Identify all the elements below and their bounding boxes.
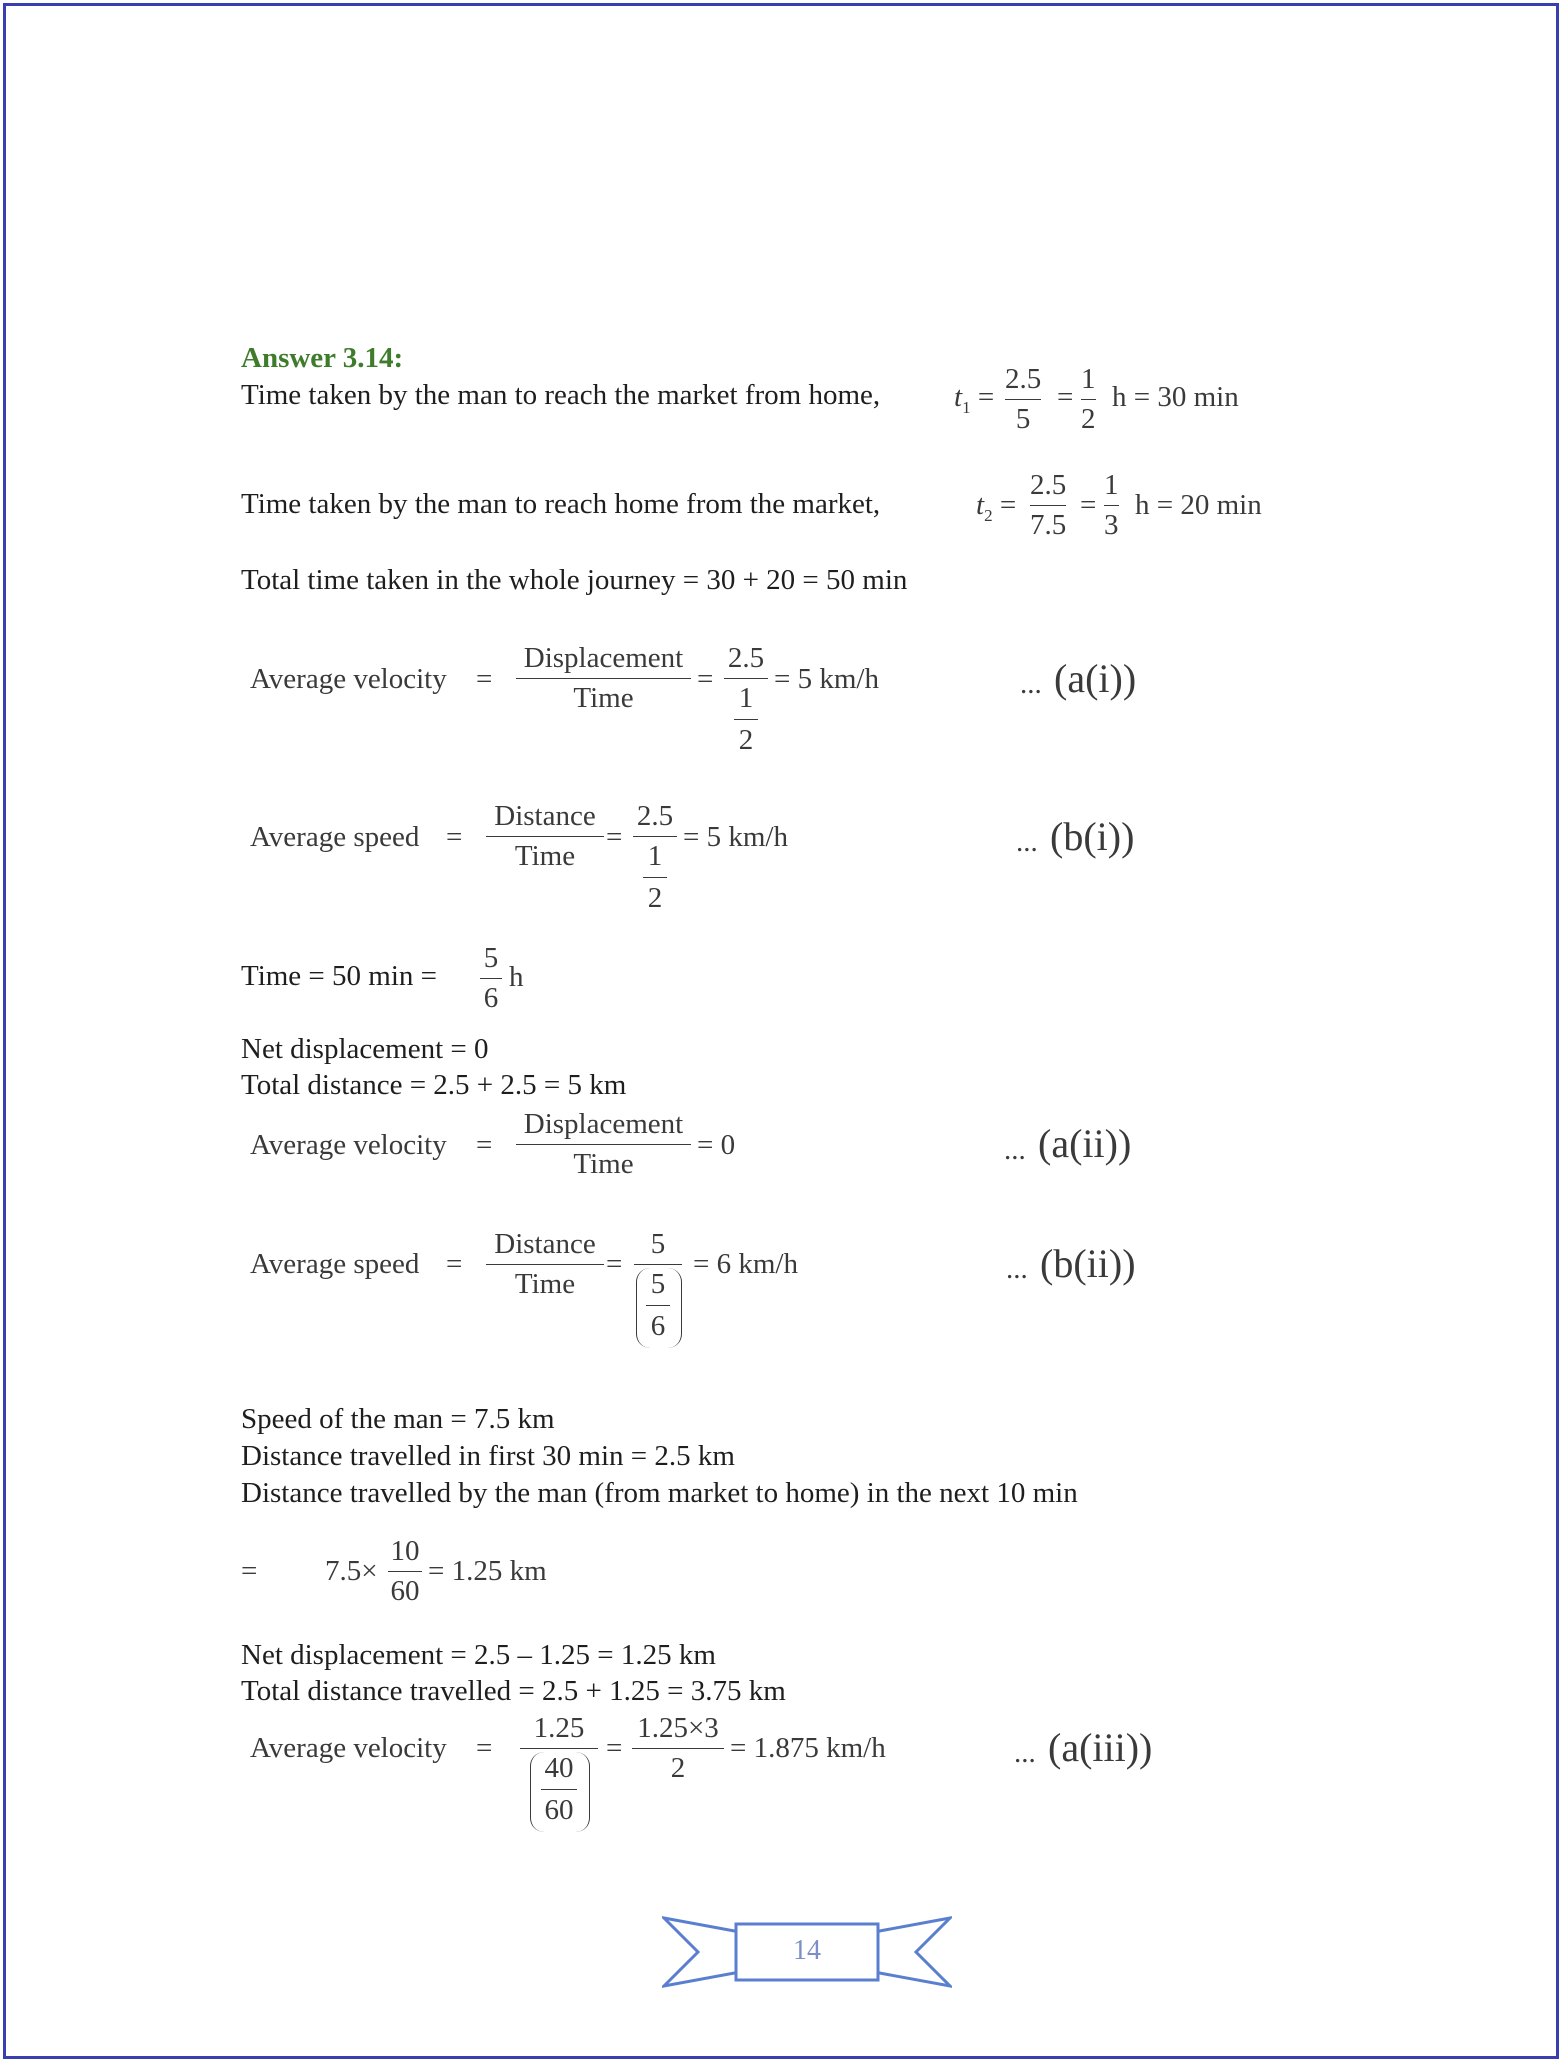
equals-sign: = — [476, 1129, 493, 1161]
eq-aiii-tag: (a(iii)) — [1048, 1725, 1153, 1770]
line1-text: Time taken by the man to reach the market from home, — [241, 379, 881, 411]
eq-bii-frac-1: Distance Time — [486, 1230, 604, 1299]
avg-speed-label: Average speed — [250, 1248, 420, 1280]
eq-bii-result: = 6 km/h — [693, 1248, 798, 1280]
eq-ai-tag: (a(i)) — [1054, 656, 1137, 701]
calc-lead: = — [241, 1555, 258, 1587]
eq-bi-result: = 5 km/h — [683, 821, 788, 853]
equals-sign: = — [606, 1732, 623, 1764]
equals-sign: = — [1080, 489, 1097, 521]
equals-sign: = — [1057, 381, 1074, 413]
eq-ai-dots: ... — [1020, 668, 1042, 700]
page-number-ribbon — [662, 1912, 952, 1992]
distance-first: Distance travelled in first 30 min = 2.5 km — [241, 1440, 735, 1472]
eq-bii-frac-2: 5 5 6 — [634, 1230, 682, 1341]
avg-velocity-label: Average velocity — [250, 1129, 447, 1161]
net-displacement-1: Net displacement = 0 — [241, 1033, 489, 1065]
line1-frac-2: 1 2 — [1081, 363, 1096, 435]
eq-bi-dots: ... — [1016, 826, 1038, 858]
eq-aii-dots: ... — [1004, 1134, 1026, 1166]
line2-frac-2: 1 3 — [1104, 469, 1119, 541]
answer-heading: Answer 3.14: — [241, 342, 404, 374]
equals-sign: = — [476, 1732, 493, 1764]
eq-ai-frac-1: Displacement Time — [516, 644, 691, 713]
total-distance-1: Total distance = 2.5 + 2.5 = 5 km — [241, 1069, 627, 1101]
eq-aiii-dots: ... — [1014, 1737, 1036, 1769]
avg-speed-label: Average speed — [250, 821, 420, 853]
net-displacement-2: Net displacement = 2.5 – 1.25 = 1.25 km — [241, 1639, 716, 1671]
page-number: 14 — [793, 1935, 821, 1966]
equals-sign: = — [446, 1248, 463, 1280]
calc-pre: 7.5× — [325, 1555, 378, 1587]
time-line-unit: h — [509, 961, 524, 993]
eq-ai-frac-2: 2.5 1 2 — [724, 644, 768, 755]
avg-velocity-label: Average velocity — [250, 663, 447, 695]
distance-next: Distance travelled by the man (from market to home) in the next 10 min — [241, 1477, 1078, 1509]
eq-bii-tag: (b(ii)) — [1040, 1241, 1136, 1286]
eq-bii-paren — [636, 1268, 682, 1348]
total-distance-2: Total distance travelled = 2.5 + 1.25 = 3.75 km — [241, 1675, 786, 1707]
eq-bi-frac-1: Distance Time — [486, 802, 604, 871]
time-line-frac: 5 6 — [480, 944, 502, 1013]
eq-aii-result: = 0 — [697, 1129, 736, 1161]
equals-sign: = — [697, 663, 714, 695]
eq-bi-tag: (b(i)) — [1050, 814, 1135, 859]
eq-bii-dots: ... — [1006, 1253, 1028, 1285]
equals-sign: = — [446, 821, 463, 853]
line3-text: Total time taken in the whole journey = 30 + 20 = 50 min — [241, 564, 908, 596]
eq-aiii-frac-2: 1.25×3 2 — [632, 1714, 724, 1783]
eq-aiii-paren — [530, 1752, 590, 1832]
equals-sign: = — [606, 1248, 623, 1280]
eq-bi-frac-2: 2.5 1 2 — [633, 802, 677, 913]
speed-line: Speed of the man = 7.5 km — [241, 1403, 555, 1435]
line1-frac-1: 2.5 5 — [1005, 363, 1042, 435]
line1-rest: h = 30 min — [1112, 381, 1239, 413]
equals-sign: = — [606, 821, 623, 853]
line2-rest: h = 20 min — [1135, 489, 1262, 521]
line2-frac-1: 2.5 7.5 — [1030, 469, 1067, 541]
equals-sign: = — [476, 663, 493, 695]
eq-ai-result: = 5 km/h — [774, 663, 879, 695]
time-line-text: Time = 50 min = — [241, 960, 438, 992]
eq-aii-tag: (a(ii)) — [1038, 1121, 1132, 1166]
avg-velocity-label: Average velocity — [250, 1732, 447, 1764]
eq-aiii-result: = 1.875 km/h — [730, 1732, 886, 1764]
eq-aiii-frac-1: 1.25 40 60 — [520, 1714, 598, 1825]
line1-var: $t_1$ = — [954, 381, 995, 417]
calc-result: = 1.25 km — [428, 1555, 547, 1587]
line2-var: $t_2$ = — [976, 489, 1017, 525]
line2-text: Time taken by the man to reach home from the market, — [241, 488, 881, 520]
eq-aii-frac: Displacement Time — [516, 1110, 691, 1179]
calc-frac: 10 60 — [388, 1537, 422, 1606]
